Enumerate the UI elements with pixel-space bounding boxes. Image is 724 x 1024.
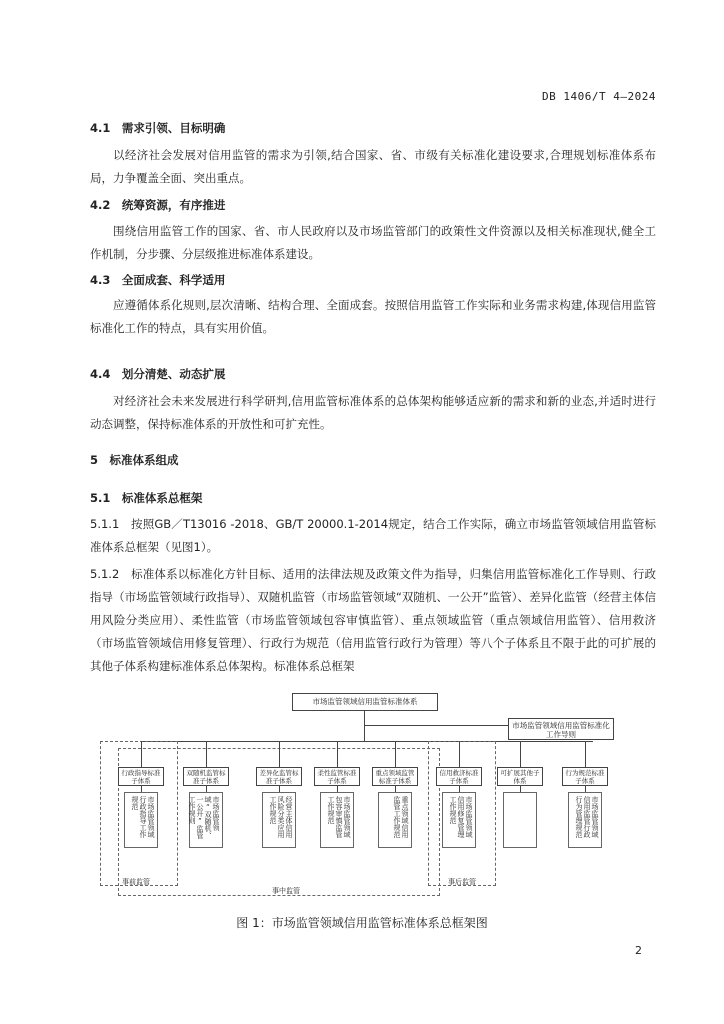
subsystem-label-1: 双随机监管标准子体系 [183, 767, 229, 786]
section-4-1-heading: 4.1 需求引领、目标明确 [90, 121, 226, 135]
subsystem-label-7: 行为规范标准子体系 [562, 767, 608, 786]
section-4-1-body: 以经济社会发展对信用监管的需求为引领,结合国家、省、市级有关标准化建设要求,合理规划标准体系布局，力争覆盖全面、突出重点。 [90, 148, 656, 185]
subsystem-label-3: 柔性监管标准子体系 [314, 767, 360, 786]
section-5-heading: 5 标准体系组成 [90, 453, 179, 467]
document-code: DB 1406/T 4—2024 [542, 90, 656, 103]
subsystem-detail-0: 市场监管领域行政指导工作规范 [124, 792, 158, 848]
figure-caption: 图 1：市场监管领域信用监管标准体系总框架图 [236, 916, 488, 930]
page-number: 2 [635, 944, 642, 957]
section-4-3-heading: 4.3 全面成套、科学适用 [90, 273, 226, 287]
subsystem-detail-4: 重点领域信用监管工作规范 [378, 792, 412, 848]
section-4-2-heading: 4.2 统筹资源，有序推进 [90, 198, 226, 212]
section-4-4-heading: 4.4 划分清楚、动态扩展 [90, 367, 226, 381]
subsystem-detail-5: 市场监管领域信用修复管理工作规范 [442, 792, 476, 848]
diagram-top-box: 市场监管领域信用监管标准体系 [292, 693, 438, 711]
section-5-1-2-body: 5.1.2 标准体系以标准化方针目标、适用的法律法规及政策文件为指导，归集信用监管标准化工作导则、行政指导（市场监管领域行政指导）、双随机监管（市场监管领域“双随机、一公开”监管）、差异化监管（经营主体信用风险分类应用）、柔性监管（市场监管领域包容审慎监管）、重点领域监管（重点领域信用监管）、信用救济（市场监管领域信用修复管理）、行政行为规范（信用监管行政行为管理）等八个子体系且不限于此的可扩展的其他子体系构建标准体系总体架构。标准体系总框架 [90, 567, 656, 673]
subsystem-label-5: 信用救济标准子体系 [436, 767, 482, 786]
section-5-1-1-body: 5.1.1 按照GB／T13016 -2018、GB/T 20000.1-2014规定，结合工作实际，确立市场监管领域信用监管标准体系总框架（见图1）。 [90, 517, 656, 554]
section-4-3-body: 应遵循体系化规则,层次清晰、结构合理、全面成套。按照信用监管工作实际和业务需求构建,体现信用监管标准化工作的特点，具有实用价值。 [90, 298, 656, 335]
subsystem-detail-3: 市场监管领域包容审慎监管工作规范 [320, 792, 354, 848]
group-before-label: 事前监管 [122, 878, 150, 886]
group-after-label: 事后监管 [448, 878, 476, 886]
subsystem-label-4: 重点领域监管标准子体系 [372, 767, 418, 786]
subsystem-detail-6 [503, 792, 537, 848]
section-4-2-body: 围绕信用监管工作的国家、省、市人民政府以及市场监管部门的政策性文件资源以及相关标准现状,健全工作机制，分步骤、分层级推进标准体系建设。 [90, 224, 656, 261]
subsystem-detail-7: 市场监管领域信用监管行政行为管理规范 [568, 792, 602, 848]
subsystem-label-2: 差异化监管标准子体系 [256, 767, 302, 786]
subsystem-detail-1: 市场监管领域“双随机、一公开”监管工作规则 [189, 792, 223, 848]
subsystem-label-6: 可扩展其他子体系 [497, 767, 543, 786]
diagram-guide-box: 市场监管领域信用监管标准化工作导则 [508, 718, 614, 740]
group-during-label: 事中监管 [272, 887, 300, 895]
subsystem-label-0: 行政指导标准子体系 [118, 767, 164, 786]
section-4-4-body: 对经济社会未来发展进行科学研判,信用监管标准体系的总体架构能够适应新的需求和新的业态,并适时进行动态调整，保持标准体系的开放性和可扩充性。 [90, 394, 656, 431]
section-5-1-heading: 5.1 标准体系总框架 [90, 491, 203, 505]
subsystem-detail-2: 经营主体信用风险分类应用工作规范 [262, 792, 296, 848]
